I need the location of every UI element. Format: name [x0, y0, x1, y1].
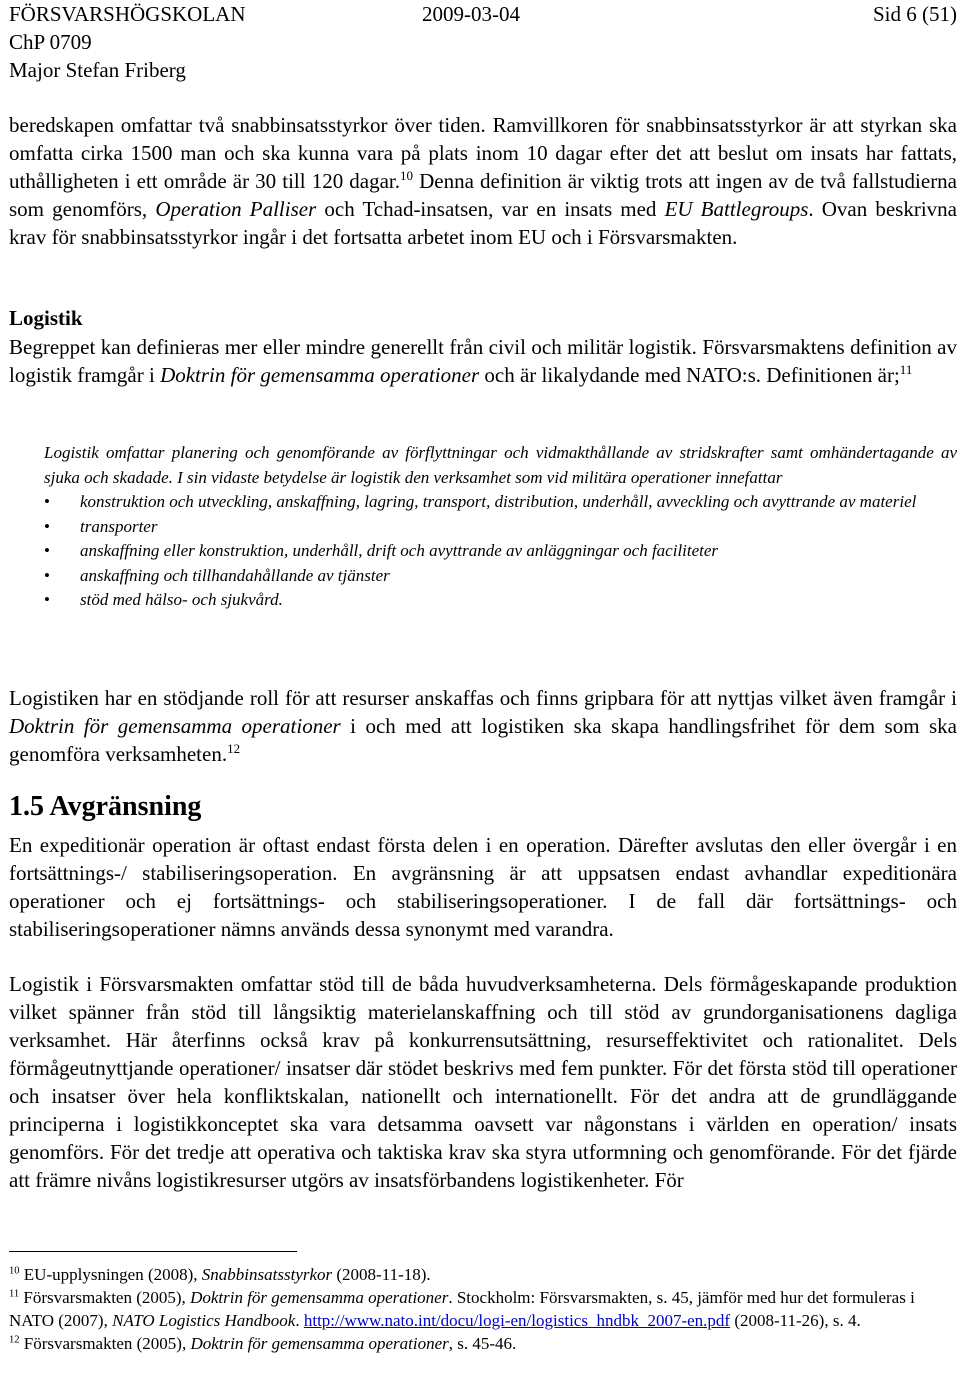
- list-item: [44, 490, 957, 515]
- bullet-icon: •: [44, 565, 50, 585]
- paragraph-logistik-forsvarsmakten: Logistik i Försvarsmakten omfattar stöd till de båda huvudverksamheterna. Dels förmågeskapande produktion vilket spänner från stöd till långsiktig materielanskaffning och till stöd av grundorganisationens dagliga verksamhet. Här återfinns också krav på konkurrensutsättning, resurseffektivitet och rationalitet. Dels förmågeutnyttjande operationer/ insatser där stödet beskrivs med fem punkter. För det första stöd till operationer och insatser över hela konfliktskalan, nationellt och internationellt. För det andra att de grundläggande principerna i logistikkonceptet ska vara detsamma oavsett var någonstans i världen en operation/ insats genomförs. För det tredje att operativa och taktiska krav ska styra utformning och genomförande. För det fjärde att främre nivåns logistikresurser utgörs av insatsförbandens logistikenheter. För: [9, 972, 957, 1192]
- p1-text-a: beredskapen omfattar två snabbinsatsstyrkor över tiden. Ramvillkoren för snabbinsatsstyrkor är att styrkan ska omfatta cirka 1500 man och ska kunna vara på plats inom 10 dagar efter det att beslut om insats har fattats, uthålligheten i ett område är 30 till 120 dagar.: [9, 113, 957, 193]
- footnote-title: Snabbinsatsstyrkor: [201, 1265, 333, 1284]
- footnote-11: [9, 1286, 957, 1332]
- bullet-icon: •: [44, 516, 50, 536]
- p1-em-eu-battlegroups: EU Battlegroups: [664, 197, 809, 221]
- block-quote-definition: [44, 441, 957, 613]
- footnote-text: (2008-11-26), s. 4.: [730, 1311, 861, 1330]
- document-page: [9, 0, 958, 1353]
- footnote-number: 10: [9, 1265, 20, 1277]
- list-item-text: anskaffning och tillhandahållande av tjänster: [80, 565, 390, 585]
- footnote-text: (2008-11-18).: [332, 1265, 431, 1284]
- footnote-separator: [9, 1251, 297, 1252]
- bullet-icon: •: [44, 492, 50, 511]
- list-item: [44, 564, 957, 589]
- subheading-logistik: Logistik: [9, 306, 83, 330]
- paragraph-avgransning: En expeditionär operation är oftast endast första delen i en operation. Därefter avslutas den eller övergår i en fortsättnings-/ stabiliseringsoperation. En avgränsning är att uppsatsen endast avhandlar expeditionära operationer och ej fortsättnings- och stabiliseringsoperationer. I de fall där fortsättnings- och stabiliseringsoperationer nämns används dessa synonymt med varandra.: [9, 833, 957, 941]
- footnote-text: EU-upplysningen (2008),: [19, 1265, 202, 1284]
- footnote-ref-12[interactable]: 12: [227, 741, 241, 756]
- header-date: 2009-03-04: [422, 2, 520, 26]
- quote-text: Logistik omfattar planering och genomförande av förflyttningar och vidmakthållande av stridskrafter samt omhändertagande av sjuka och skadade. I sin vidaste betydelse är logistik den verksamhet som vid militära operationer innefattar: [44, 443, 957, 487]
- bullet-icon: •: [44, 541, 50, 560]
- p2-em-doktrin: Doktrin för gemensamma operationer: [160, 363, 480, 387]
- p1-text-b: Denna definition är viktig trots att ingen av de två fallstudierna som genomförs,: [9, 169, 958, 221]
- list-item: [44, 515, 957, 540]
- list-item-text: stöd med hälso- och sjukvård.: [80, 590, 283, 609]
- header-left: [9, 0, 246, 84]
- footnote-12: [9, 1332, 957, 1355]
- p1-text-c: och Tchad-insatsen, var en insats med: [316, 197, 665, 221]
- p2-text-b: och är likalydande med NATO:s. Definitionen är;: [479, 363, 900, 387]
- footnote-ref-10[interactable]: 10: [400, 168, 414, 183]
- list-item-text: konstruktion och utveckling, anskaffning, lagring, transport, distribution, underhåll, avveckling och avyttrande av materiel: [80, 492, 917, 511]
- footnotes: [9, 1263, 957, 1355]
- footnote-title: NATO Logistics Handbook: [112, 1311, 296, 1330]
- page-header: [9, 0, 957, 86]
- list-item-text: anskaffning eller konstruktion, underhåll, drift och avyttrande av anläggningar och faciliteter: [80, 541, 719, 560]
- list-item: [44, 588, 957, 613]
- footnote-title: Doktrin för gemensamma operationer: [190, 1288, 449, 1307]
- paragraph-rapid-response: [9, 111, 957, 251]
- footnote-text: Försvarsmakten (2005),: [19, 1288, 191, 1307]
- header-org: FÖRSVARSHÖGSKOLAN: [9, 2, 246, 26]
- bullet-icon: •: [44, 590, 50, 609]
- footnote-text: .: [295, 1311, 304, 1330]
- quote-bullet-list: [44, 490, 957, 613]
- p2-text-a: Begreppet kan definieras mer eller mindre generellt från civil och militär logistik. Försvarsmaktens definition av logistik framgår i: [9, 335, 957, 387]
- header-program: ChP 0709: [9, 30, 92, 54]
- nato-handbook-link[interactable]: http://www.nato.int/docu/logi-en/logistics_hndbk_2007-en.pdf: [303, 1311, 731, 1330]
- footnote-title: Doktrin för gemensamma operationer: [190, 1334, 449, 1353]
- list-item-text: transporter: [80, 516, 158, 536]
- footnote-text: , s. 45-46.: [448, 1334, 517, 1353]
- footnote-10: [9, 1263, 957, 1286]
- footnote-text: Försvarsmakten (2005),: [19, 1334, 191, 1353]
- p3-em-doktrin: Doktrin för gemensamma operationer: [9, 714, 341, 738]
- footnote-ref-11[interactable]: 11: [899, 362, 913, 377]
- p3-text-a: Logistiken har en stödjande roll för att resurser anskaffas och finns gripbara för att nyttjas vilket även framgår i: [9, 686, 957, 710]
- p1-text-d: . Ovan beskrivna krav för snabbinsatsstyrkor ingår i det fortsatta arbetet inom EU och i Försvarsmakten.: [9, 197, 958, 249]
- p1-em-operation-palliser: Operation Palliser: [155, 197, 317, 221]
- paragraph-logistik-definition: [9, 333, 957, 389]
- footnote-text: . Stockholm: Försvarsmakten, s. 45, jämför med hur det formuleras i NATO (2007),: [9, 1288, 915, 1330]
- list-item: [44, 539, 957, 564]
- header-page-number: Sid 6 (51): [873, 2, 957, 26]
- footnote-number: 11: [9, 1288, 20, 1300]
- section-heading-avgransning: 1.5 Avgränsning: [9, 791, 202, 822]
- footnote-number: 12: [9, 1334, 20, 1346]
- p3-text-b: i och med att logistiken ska skapa handlingsfrihet för dem som ska genomföra verksamheten.: [9, 714, 957, 766]
- paragraph-logistik-role: [9, 684, 957, 768]
- header-author: Major Stefan Friberg: [9, 58, 186, 82]
